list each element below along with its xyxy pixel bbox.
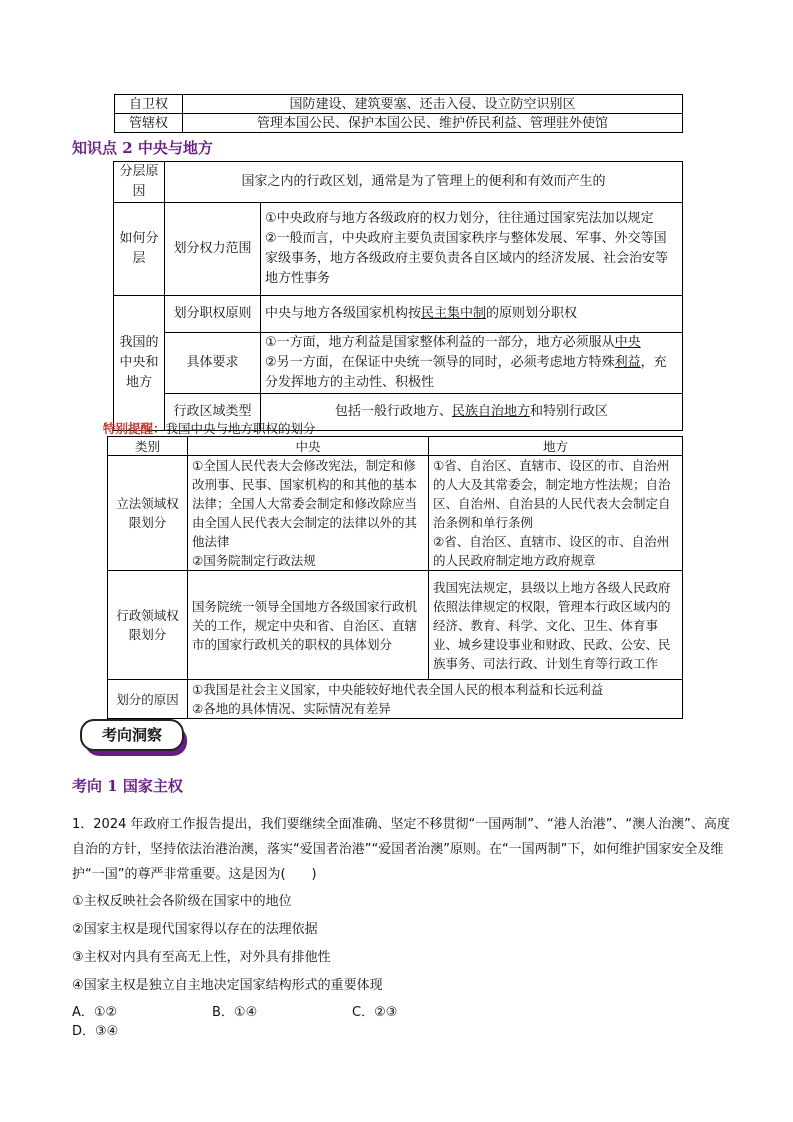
table-row: [108, 456, 683, 571]
legislative-central: ①全国人民代表大会修改宪法，制定和修改刑事、民事、国家机构的和其他的基本法律；全国人大常委会制定和修改除应当由全国人民代表大会制定的法律以外的其他法律 ②国务院制定行政法规: [188, 456, 429, 571]
legislative-label: 立法领域权限划分: [108, 456, 188, 571]
reason-text: ①我国是社会主义国家，中央能较好地代表全国人民的根本利益和长远利益 ②各地的具体情况、实际情况有差异: [188, 680, 683, 719]
principle-prefix: 中央与地方各级国家机构按: [265, 306, 422, 321]
central-local-table: [113, 161, 683, 431]
principle-suffix: 的原则划分职权: [486, 306, 578, 321]
table-row: [114, 203, 683, 296]
region-type-suffix: 和特别行政区: [530, 404, 609, 419]
requirement-2-prefix: ②另一方面，在保证中央统一领导的同时，必须考虑地方特殊: [265, 355, 615, 370]
table-header-row: [108, 437, 683, 456]
requirement-2-underlined: 利益: [614, 355, 641, 370]
requirement-1-underlined: 中央: [614, 335, 641, 350]
legislative-local: ①省、自治区、直辖市、设区的市、自治州的人大及其常委会，制定地方性法规；自治区、自治州、自治县的人民代表大会制定自治条例和单行条例 ②省、自治区、直辖市、设区的市、自治州的人民政府制定地方政府规章: [429, 456, 683, 571]
administrative-label: 行政领域权限划分: [108, 571, 188, 680]
answer-choice-b[interactable]: B．①④: [212, 1005, 258, 1020]
region-type-underlined: 民族自治地方: [451, 404, 530, 419]
sovereignty-rights-table: [114, 94, 683, 133]
header-local: 地方: [429, 437, 683, 456]
power-scope-item-2: ②一般而言，中央政府主要负责国家秩序与整体发展、军事、外交等国家级事务，地方各级政府主要负责各自区域内的经济发展、社会治安等地方性事务: [265, 231, 669, 286]
reminder-text: 我国中央与地方职权的划分: [165, 421, 316, 436]
layer-reason-label: 分层原因: [114, 162, 165, 203]
badge-label: 考向洞察: [80, 719, 184, 751]
row-content: 国防建设、建筑要塞、还击入侵、设立防空识别区: [183, 95, 683, 114]
layer-reason-text: 国家之内的行政区划，通常是为了管理上的便利和有效而产生的: [165, 162, 683, 203]
principle-label: 划分职权原则: [165, 296, 261, 333]
question-stem: 1．2024 年政府工作报告提出，我们要继续全面准确、坚定不移贯彻“一国两制”、“港人治港”、“澳人治澳”、高度自治的方针，坚持依法治港治澳，落实“爱国者治港”“爱国者治澳”原则。在“一国两制”下，如何维护国家安全及维护“一国”的尊严非常重要。这是因为( ): [72, 817, 730, 882]
requirement-1-prefix: ①一方面，地方利益是国家整体利益的一部分，地方必须服从: [265, 335, 615, 350]
row-content: 管理本国公民、保护本国公民、维护侨民利益、管理驻外使馆: [183, 114, 683, 133]
question-option: ③主权对内具有至高无上性，对外具有排他性: [72, 950, 331, 965]
china-central-local-label: 我国的中央和地方: [114, 296, 165, 431]
power-scope-item-1: ①中央政府与地方各级政府的权力划分，往往通过国家宪法加以规定: [265, 211, 654, 226]
power-scope-label: 划分权力范围: [165, 203, 261, 296]
table-row: [108, 680, 683, 719]
question-section-title: 考向 1 国家主权: [72, 777, 183, 795]
special-reminder: [103, 419, 316, 437]
knowledge-point-title: 知识点 2 中央与地方: [72, 139, 213, 157]
table-row: [114, 333, 683, 394]
powers-division-table: [107, 436, 683, 719]
table-row: [115, 95, 683, 114]
requirement-item-2: [265, 353, 678, 393]
how-layer-label: 如何分层: [114, 203, 165, 296]
answer-choices: [72, 1001, 592, 1039]
reminder-label: 特别提醒：: [103, 421, 166, 436]
table-row: [114, 162, 683, 203]
answer-choice-c[interactable]: C．②③: [352, 1005, 398, 1020]
region-type-label: 行政区域类型: [165, 394, 261, 431]
administrative-local: 我国宪法规定，县级以上地方各级人民政府依照法律规定的权限，管理本行政区域内的经济、教育、科学、文化、卫生、体育事业、城乡建设事业和财政、民政、公安、民族事务、司法行政、计划生育等行政工作: [429, 571, 683, 680]
answer-choice-d[interactable]: D．③④: [72, 1024, 119, 1039]
section-badge: [80, 719, 188, 755]
administrative-central: 国务院统一领导全国地方各级国家行政机关的工作，规定中央和省、自治区、直辖市的国家行政机关的职权的具体划分: [188, 571, 429, 680]
requirement-item-1: [265, 333, 678, 353]
question-option: ①主权反映社会各阶级在国家中的地位: [72, 894, 292, 909]
header-category: 类别: [108, 437, 188, 456]
principle-text: [261, 296, 683, 333]
region-type-prefix: 包括一般行政地方、: [334, 404, 452, 419]
row-name: 自卫权: [115, 95, 183, 114]
answer-choice-a[interactable]: A．①②: [72, 1005, 118, 1020]
requirement-text: [261, 333, 683, 394]
question-option: ④国家主权是独立自主地决定国家结构形式的重要体现: [72, 978, 383, 993]
table-row: [108, 571, 683, 680]
power-scope-text: [261, 203, 683, 296]
header-central: 中央: [188, 437, 429, 456]
requirement-2-suffix: ，充分发挥地方的主动性、积极性: [265, 355, 667, 390]
requirement-label: 具体要求: [165, 333, 261, 394]
principle-underlined: 民主集中制: [421, 306, 487, 321]
reason-label: 划分的原因: [108, 680, 188, 719]
table-row: [115, 114, 683, 133]
row-name: 管辖权: [115, 114, 183, 133]
region-type-text: [261, 394, 683, 431]
table-row: [114, 296, 683, 333]
question-option: ②国家主权是现代国家得以存在的法理依据: [72, 922, 318, 937]
